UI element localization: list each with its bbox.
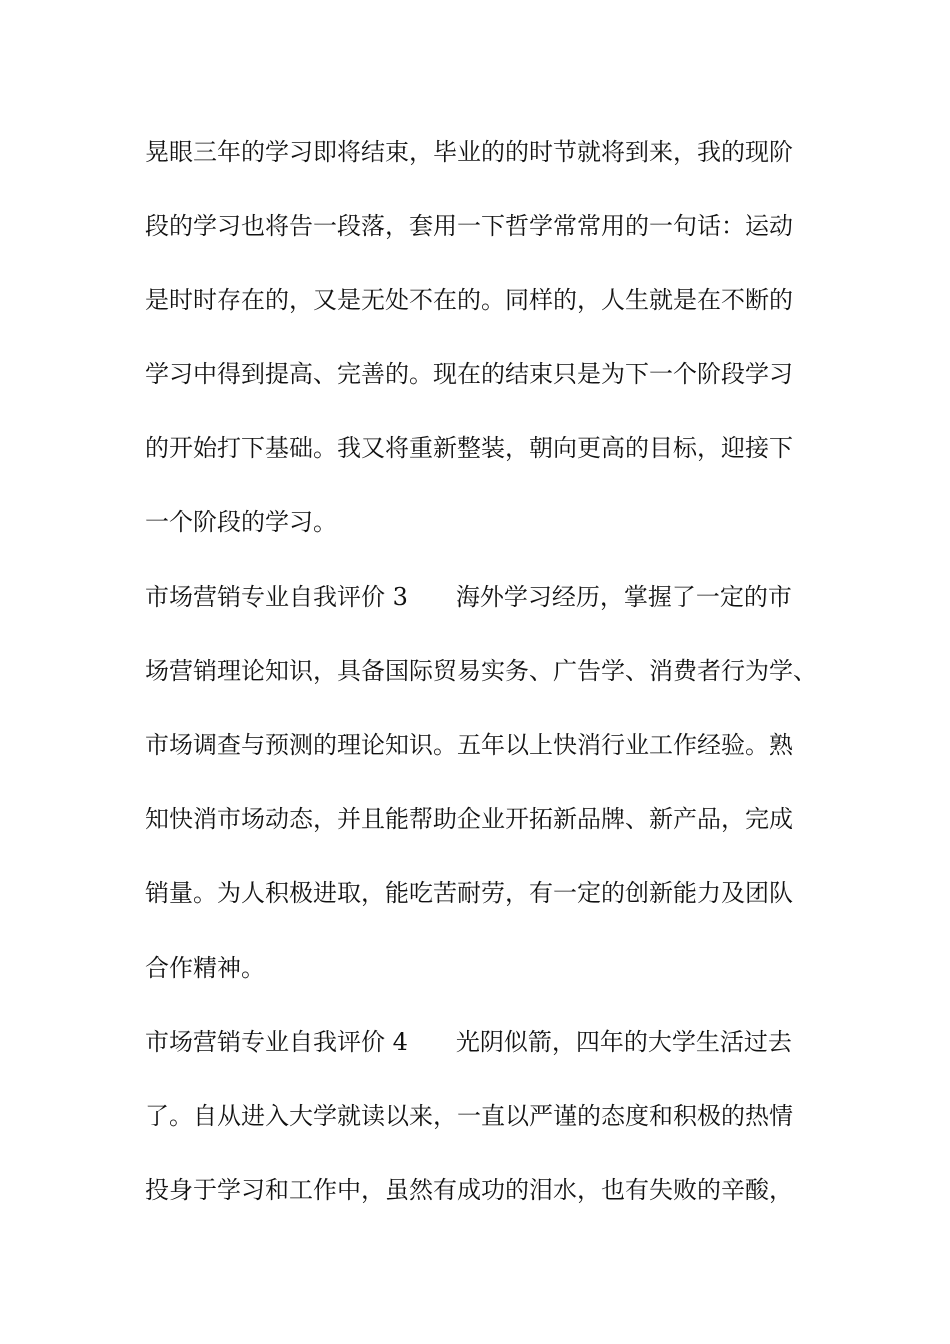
- text-line: 合作精神。: [145, 954, 265, 982]
- text-line: 是时时存在的，又是无处不在的。同样的，人生就是在不断的: [145, 286, 793, 314]
- text-line: 了。自从进入大学就读以来，一直以严谨的态度和积极的热情: [145, 1102, 793, 1130]
- text-line: 市场调查与预测的理论知识。五年以上快消行业工作经验。熟: [145, 731, 793, 759]
- text-line: 的开始打下基础。我又将重新整装，朝向更高的目标，迎接下: [145, 434, 793, 462]
- text-line: 一个阶段的学习。: [145, 508, 337, 536]
- text-line: 学习中得到提高、完善的。现在的结束只是为下一个阶段学习: [145, 360, 793, 388]
- text-line: 晃眼三年的学习即将结束，毕业的的时节就将到来，我的现阶: [145, 138, 793, 166]
- text-line: 销量。为人积极进取，能吃苦耐劳，有一定的创新能力及团队: [145, 879, 793, 907]
- text-line: 段的学习也将告一段落，套用一下哲学常常用的一句话：运动: [145, 212, 793, 240]
- text-line: 知快消市场动态，并且能帮助企业开拓新品牌、新产品，完成: [145, 805, 793, 833]
- section-heading-line: 市场营销专业自我评价 4 光阴似箭，四年的大学生活过去: [145, 1028, 792, 1056]
- text-line: 场营销理论知识，具备国际贸易实务、广告学、消费者行为学、: [145, 657, 817, 685]
- section-heading-line: 市场营销专业自我评价 3 海外学习经历，掌握了一定的市: [145, 583, 792, 611]
- text-line: 投身于学习和工作中，虽然有成功的泪水，也有失败的辛酸，: [145, 1176, 793, 1204]
